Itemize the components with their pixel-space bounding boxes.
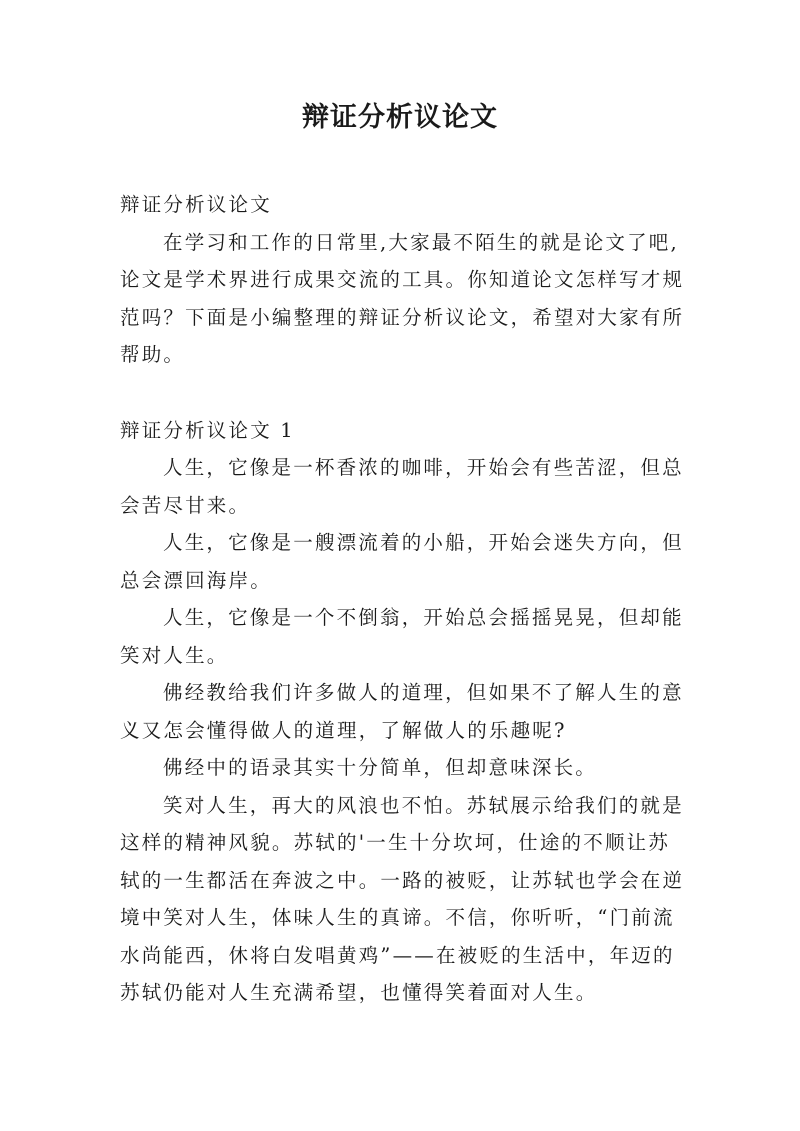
paragraph-line: 论文是学术界进行成果交流的工具。你知道论文怎样写才规 <box>120 268 685 291</box>
paragraph-line: 笑对人生。 <box>120 643 229 667</box>
paragraph-line: 水尚能西，休将白发唱黄鸡”——在被贬的生活中，年迈的 <box>120 943 675 967</box>
paragraph-6 <box>120 787 690 1012</box>
paragraph-line: 轼的一生都活在奔波之中。一路的被贬，让苏轼也学会在逆 <box>120 868 685 892</box>
document-body <box>120 186 690 1012</box>
paragraph-line: 范吗？下面是小编整理的辩证分析议论文，希望对大家有所 <box>120 305 685 329</box>
paragraph-line: 佛经中的语录其实十分简单，但却意味深长。 <box>163 756 598 779</box>
intro-paragraph <box>120 224 690 374</box>
paragraph-line: 总会漂回海岸。 <box>120 568 272 592</box>
paragraph-line: 佛经教给我们许多做人的道理，但如果不了解人生的意 <box>163 681 684 704</box>
paragraph-line: 帮助。 <box>120 343 186 366</box>
intro-heading: 辩证分析议论文 <box>120 193 272 216</box>
paragraph-line: 人生，它像是一杯香浓的咖啡，开始会有些苦涩，但总 <box>163 456 684 479</box>
paragraph-line: 义又怎会懂得做人的道理，了解做人的乐趣呢? <box>120 718 567 742</box>
paragraph-2 <box>120 524 690 599</box>
paragraph-line: 笑对人生，再大的风浪也不怕。苏轼展示给我们的就是 <box>163 793 684 817</box>
document-title: 辩证分析议论文 <box>302 102 498 133</box>
paragraph-line: 人生，它像是一艘漂流着的小船，开始会迷失方向，但 <box>163 531 684 554</box>
paragraph-line: 人生，它像是一个不倒翁，开始总会摇摇晃晃，但却能 <box>163 606 684 629</box>
paragraph-5 <box>120 749 690 787</box>
paragraph-line: 境中笑对人生，体味人生的真谛。不信，你听听，“门前流 <box>120 906 675 929</box>
paragraph-4 <box>120 674 690 749</box>
section-spacer <box>120 374 690 412</box>
section-heading: 辩证分析议论文 1 <box>120 418 295 442</box>
paragraph-line: 苏轼仍能对人生充满希望，也懂得笑着面对人生。 <box>120 981 598 1004</box>
paragraph-3 <box>120 599 690 674</box>
paragraph-1 <box>120 449 690 524</box>
paragraph-line: 这样的精神风貌。苏轼的'一生十分坎坷，仕途的不顺让苏 <box>120 831 671 854</box>
paragraph-line: 会苦尽甘来。 <box>120 493 251 517</box>
paragraph-line: 在学习和工作的日常里,大家最不陌生的就是论文了吧, <box>163 230 679 254</box>
